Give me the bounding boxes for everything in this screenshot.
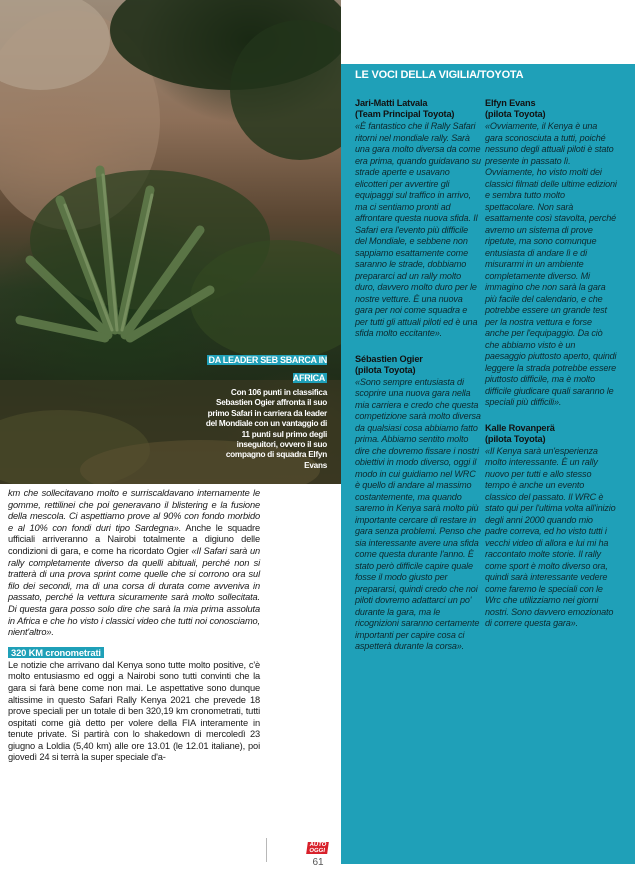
footer-divider (266, 838, 267, 862)
paragraph-quote: «Il Safari sarà un rally completamente diverso da quelli abituali, perché non si tratterà di una prova sprint come quelle che si corrono ora sul filo dei secondi, ma di una corsa di durata come avveniva in passato, perché la vettura sicuramente sarà molto sollecitata. Di questa gara posso solo dire che sarà la mia prima assoluta in Africa e che ho visto i classici video che tutti noi conosciamo, nient'altro». (8, 545, 260, 638)
photo-caption (205, 350, 327, 471)
paragraph: Le notizie che arrivano dal Kenya sono tutte molto positive, c'è molto entusiasmo ed oggi a Nairobi sono tutti convinti che la gara si farà bene come non mai. Le aspettative sono dunque altissime in questo Safari Rally Kenya 2021 che prevede 18 prove speciali per un totale di ben 320,19 km cronometrati, tutti ospitati come già detto per volere della FIA interamente in tenute private. Si partirà con lo shakedown di mercoledì 23 giugno a Loldia (5,40 km) alle ore 13.01 (le 12.01 italiane), poi giovedì 24 si terrà la super speciale d'a- (8, 659, 260, 763)
caption-body: Con 106 punti in classifica Sebastien Ogier affronta il suo primo Safari in carriera da leader del Mondiale con un vantaggio di 11 punti sul primo degli inseguitori, ovvero il suo compagno di squadra Elfyn Evans (205, 388, 327, 470)
speaker-role: (pilota Toyota) (355, 364, 416, 375)
speaker-quote: «È fantastico che il Rally Safari ritorni nel mondiale rally. Sarà una gara molto diversa da come era prima, quando guidavano su strade aperte e usavano elicotteri per avvertire gli equipaggi sul traffico in arrivo, ma ci sentiamo pronti ad affrontare questa nuova sfida. Il Safari era l'evento più difficile del Mondiale, e sebbene non sappiamo esattamente come saranno le strade, dobbiamo prepararci ad un rally molto duro, davvero molto duro per le nostre vetture. È una nuova gara per noi come squadra e per tutti gli attuali piloti ed è una sfida molto eccitante». (355, 121, 481, 338)
speaker-role: (Team Principal Toyota) (355, 109, 455, 119)
magazine-logo (306, 842, 329, 854)
logo-top: AUTO (309, 842, 327, 848)
speaker (485, 98, 617, 120)
speaker (355, 98, 481, 120)
speaker-name: Kalle Rovanperä (485, 422, 555, 433)
speaker-name: Jari-Matti Latvala (355, 98, 428, 108)
speaker-role: (pilota Toyota) (485, 109, 546, 119)
speaker-name: Elfyn Evans (485, 98, 536, 108)
page-number: 61 (312, 857, 324, 868)
box-column-right (485, 98, 617, 630)
paragraph-text: km che sollecitavano molto e surriscaldavano internamente le gomme, rettilinei che poi generavano il blistering e la fusione della mescola. Ci aspettiamo prove al 90% con fondo morbido e al 10% con fondi duri tipo Sardegna». (8, 488, 260, 533)
paragraph (8, 488, 260, 639)
section-subhead: 320 KM cronometrati (8, 647, 104, 658)
caption-title: DA LEADER SEB SBARCA IN AFRICA (208, 355, 327, 383)
hero-photo (0, 0, 341, 484)
speaker (355, 354, 481, 376)
paragraph-text: Anche le squadre ufficiali arriveranno a Nairobi totalmente a digiuno delle condizioni di gara, e come ha ricordato Ogier (8, 522, 260, 556)
speaker-quote: «Il Kenya sarà un'esperienza molto interessante. È un rally nuovo per tutti e allo stesso tempo è anche un evento classico del passato. Il WRC è stato qui per l'ultima volta all'inizio degli anni 2000 quando mio padre correva, ed ho visto tutti i vecchi video di allora e lui mi ha raccontato molte storie. Il rally come sport è molto diverso ora, quindi sarà interessante vedere come faremo le speciali con le Wrc che utilizziamo nei giorni nostri. Sono davvero emozionato di correre questa gara». (485, 445, 616, 628)
speaker-role: (pilota Toyota) (485, 433, 546, 444)
article-body (8, 488, 260, 764)
logo-bottom: OGGI (308, 848, 326, 854)
box-title: LE VOCI DELLA VIGILIA/TOYOTA (355, 69, 524, 81)
speaker-quote: «Sono sempre entusiasta di scoprire una nuova gara nella mia carriera e credo che questa competizione sarà molto diversa da qualsiasi cosa abbiamo fatto prima. Abbiamo sentito molto dire che dovremo fissare i nostri obiettivi in modo diverso, oggi il modo in cui guidiamo nel WRC è quello di andare al massimo costantemente, ma quando saremo in Kenya sarà molto più importante cercare di restare in gara senza problemi. Penso che sia interessante avere una sfida come questa durante l'anno. È stato però difficile capire quale fosse il modo giusto per prepararsi, quindi credo che noi piloti dovremo adattarci un po' durante la gara, ma le ricognizioni saranno certamente importanti per capire cosa ci aspetterà durante la corsa». (355, 376, 481, 651)
box-column-left (355, 98, 481, 653)
speaker-quote: «Ovviamente, il Kenya è una gara sconosciuta a tutti, poiché nessuno degli attuali piloti è stato presente in passato lì. Ovviamente, ho visto molti dei classici filmati delle ultime edizioni e sembra tutto molto spettacolare. Non sarà esattamente così stavolta, perché avremo un sistema di prove ripetute, ma sono comunque entusiasta di andare lì e di misurarmi in un ambiente completamente diverso. Mi immagino che non sarà la gara più facile del calendario, e che potrebbe essere un grande test per la nostra vettura e forse anche per l'equipaggio. Da ciò che abbiamo visto è un paesaggio piuttosto aperto, quindi leggere la strada potrebbe essere piuttosto difficile, ma è molto difficile giudicare quali saranno le speciali più difficili». (485, 121, 617, 407)
speaker (485, 423, 617, 445)
quotes-box (341, 64, 635, 864)
speaker-name: Sébastien Ogier (355, 353, 423, 364)
